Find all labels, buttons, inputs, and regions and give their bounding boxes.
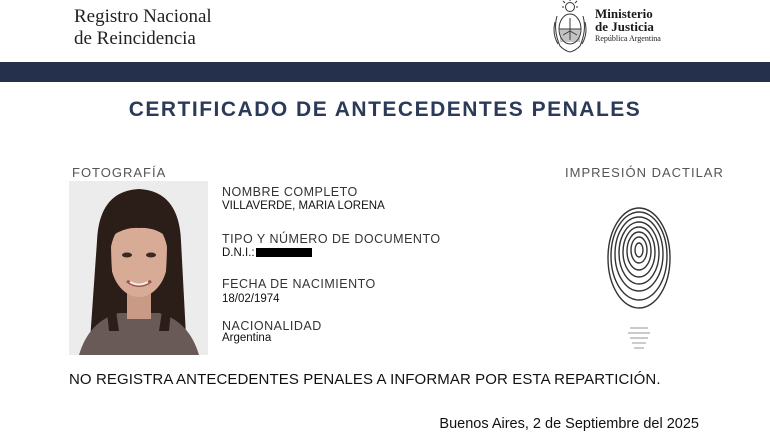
person-photo bbox=[69, 181, 208, 355]
fingerprint-icon bbox=[604, 198, 674, 358]
coat-of-arms-icon bbox=[552, 0, 588, 54]
ministry-line1: Ministerio bbox=[595, 6, 653, 21]
name-label: NOMBRE COMPLETO bbox=[222, 185, 358, 199]
document-type: D.N.I.: bbox=[222, 247, 255, 259]
birthdate-value: 18/02/1974 bbox=[222, 293, 280, 305]
registry-name-line2: de Reincidencia bbox=[74, 28, 196, 49]
fingerprint-label: IMPRESIÓN DACTILAR bbox=[565, 165, 724, 180]
birthdate-label: FECHA DE NACIMIENTO bbox=[222, 277, 376, 291]
photo-label: FOTOGRAFÍA bbox=[72, 165, 167, 180]
document-value-row bbox=[222, 247, 312, 259]
nationality-label: NACIONALIDAD bbox=[222, 319, 322, 333]
redaction-bar bbox=[256, 248, 312, 257]
registry-name bbox=[74, 6, 274, 50]
certificate-header bbox=[0, 0, 770, 62]
nationality-value: Argentina bbox=[222, 332, 272, 344]
statement-text: NO REGISTRA ANTECEDENTES PENALES A INFORMAR POR ESTA REPARTICIÓN. bbox=[69, 371, 661, 388]
ministry-logo-text bbox=[595, 7, 661, 44]
name-value: VILLAVERDE, MARIA LORENA bbox=[222, 200, 385, 212]
document-label: TIPO Y NÚMERO DE DOCUMENTO bbox=[222, 232, 441, 246]
ministry-line3: República Argentina bbox=[595, 34, 661, 43]
registry-name-line1: Registro Nacional bbox=[74, 6, 212, 27]
ministry-line2: de Justicia bbox=[595, 19, 654, 34]
certificate-title: CERTIFICADO DE ANTECEDENTES PENALES bbox=[128, 98, 642, 121]
header-band bbox=[0, 62, 770, 82]
issue-date: Buenos Aires, 2 de Septiembre del 2025 bbox=[439, 416, 699, 432]
